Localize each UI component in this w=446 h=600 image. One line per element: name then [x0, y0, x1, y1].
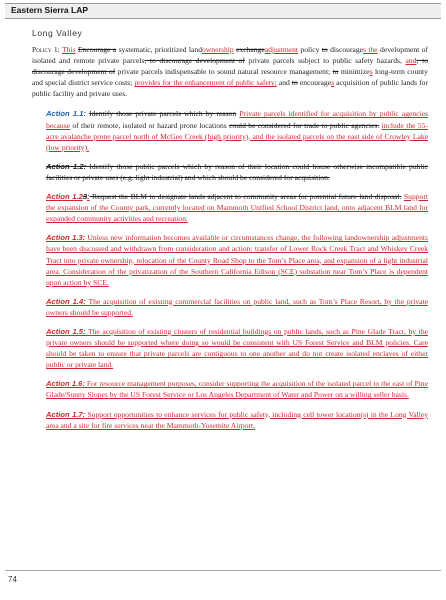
- body-text: long-term county and special district service costs;: [32, 67, 428, 88]
- inserted-text: Support opportunities to enhance services for public safety, including cell tower location(s) in the Long Valley area and a site for fire services near the Mammoth-Yosemite Airport.: [46, 409, 428, 430]
- action-label: Action 1.2: [46, 192, 83, 202]
- action-label: Action 1.1:: [46, 109, 87, 119]
- inserted-text: s: [331, 78, 335, 88]
- deleted-text: Encourage a: [77, 45, 117, 54]
- body-text: encourage: [297, 78, 332, 88]
- inserted-text: The acquisition of existing commercial facilities on public land, such as Tom’s Place Resort, by the private owners should be supported.: [46, 296, 428, 317]
- action-paragraph: [46, 409, 428, 431]
- action-label: Action 1.3:: [46, 233, 86, 243]
- header-title: Eastern Sierra LAP: [11, 5, 89, 15]
- body-text: of their remote, isolated or hazard prone locations: [70, 120, 230, 130]
- action-paragraph: [46, 191, 428, 224]
- action-label: Action 1.4:: [46, 296, 86, 306]
- action-label: Action 1.2:: [46, 161, 87, 171]
- running-header: [5, 3, 441, 19]
- policy-text: [32, 45, 428, 98]
- inserted-text: For resource management purposes, consider supporting the acquisition of the isolated parcel to the east of Pine Glade/Sunny Slopes by the US Forest Service or Los Angeles Department of Water and Power on a willing seller basis.: [46, 379, 428, 400]
- inserted-text: s: [369, 67, 373, 77]
- deleted-text: Request the BLM to designate lands adjacent to community areas for potential future land disposal.: [89, 192, 402, 202]
- body-text: discourage: [327, 45, 364, 54]
- body-text: acquisition of public lands for public facility and private uses.: [32, 78, 428, 99]
- action-label: Action 1.6:: [46, 379, 85, 389]
- deleted-text: could be considered for trade to public agencies.: [229, 120, 380, 130]
- deleted-text: exchange: [236, 45, 265, 54]
- action-label: Action 1.7:: [46, 409, 86, 419]
- body-text: policy: [298, 45, 322, 54]
- body-text: development of isolated and remote private parcels: [32, 45, 428, 66]
- inserted-text: adjustment: [264, 45, 299, 54]
- inserted-text: s the: [363, 45, 378, 54]
- action-label: Action 1.5:: [46, 326, 86, 336]
- page-number: 74: [8, 575, 17, 584]
- action-label: :: [87, 192, 90, 202]
- action-paragraph: [46, 232, 428, 287]
- action-paragraph: [46, 296, 428, 318]
- body-text: private parcels indispensable to sound natural resource management;: [115, 67, 333, 77]
- action-paragraph: [46, 161, 428, 183]
- inserted-text: Private parcels identified for acquisition by public agencies because: [46, 109, 428, 130]
- actions-list: [32, 108, 428, 430]
- deleted-text: ; to discourage development of: [32, 56, 428, 77]
- section-title: Long Valley: [32, 28, 83, 38]
- action-paragraph: [46, 108, 428, 152]
- inserted-text: provides for the enhancement of public safety;: [134, 78, 277, 88]
- inserted-text: This: [62, 45, 76, 54]
- deleted-text: , to discourage development of: [144, 56, 245, 66]
- action-paragraph: [46, 378, 428, 400]
- deleted-text: Identify those public parcels which by reason of their location could house otherwise incompatible public facilities or private uses (e.g. light industrial) and which should be considered for acquisition.: [46, 161, 428, 182]
- action-label: 3: [82, 192, 88, 202]
- inserted-text: and: [405, 56, 417, 66]
- inserted-text: ownership: [202, 45, 234, 54]
- deleted-text: to: [332, 67, 339, 77]
- inserted-text: The acquisition of existing clusters of residential buildings on public lands, such as Pine Glade Tract, by the private owners should be supported where doing so would be consistent with US Forest Service and BLM policies. Care should be taken to ensure that private parcels are contiguous to one another and do not create isolated enclaves of either public or private land.: [46, 326, 428, 370]
- inserted-text: Support the expansion of the County park, currently located on Mammoth Unified School District land, onto adjacent BLM land for expanded community activities and recreation.: [46, 192, 428, 224]
- body-text: private parcels subject to public safety hazards,: [244, 56, 406, 66]
- policy-label: Policy 1:: [32, 45, 60, 54]
- body-text: systematic, prioritized land: [116, 45, 203, 54]
- policy-paragraph: [32, 44, 428, 99]
- footer-divider: [5, 570, 441, 571]
- inserted-text: Unless new information becomes available or circumstances change, the following landownership adjustments have been discussed and withdrawn from consideration and action: transfer of Lower Rock Creek Tract and Whiskey Creek Tract into private ownership, relocation of the County Road Shop to the Tom’s Place area, and expansion of a light industrial area. Consideration of the privatization of the Southern California Edison (SCE) substation near Tom’s Place is dependent upon action by SCE.: [46, 233, 428, 287]
- action-paragraph: [46, 326, 428, 370]
- deleted-text: to: [321, 45, 328, 54]
- deleted-text: Identify those private parcels which by reason: [89, 109, 237, 119]
- body-text: minimize: [338, 67, 370, 77]
- deleted-text: to: [291, 78, 298, 88]
- document-body: [32, 44, 428, 439]
- inserted-text: include the 55-acre avalanche prone parcel north of McGee Creek (high priority), and the isolated parcels on the east side of Crowley Lake (low priority).: [46, 120, 428, 152]
- body-text: and: [276, 78, 292, 88]
